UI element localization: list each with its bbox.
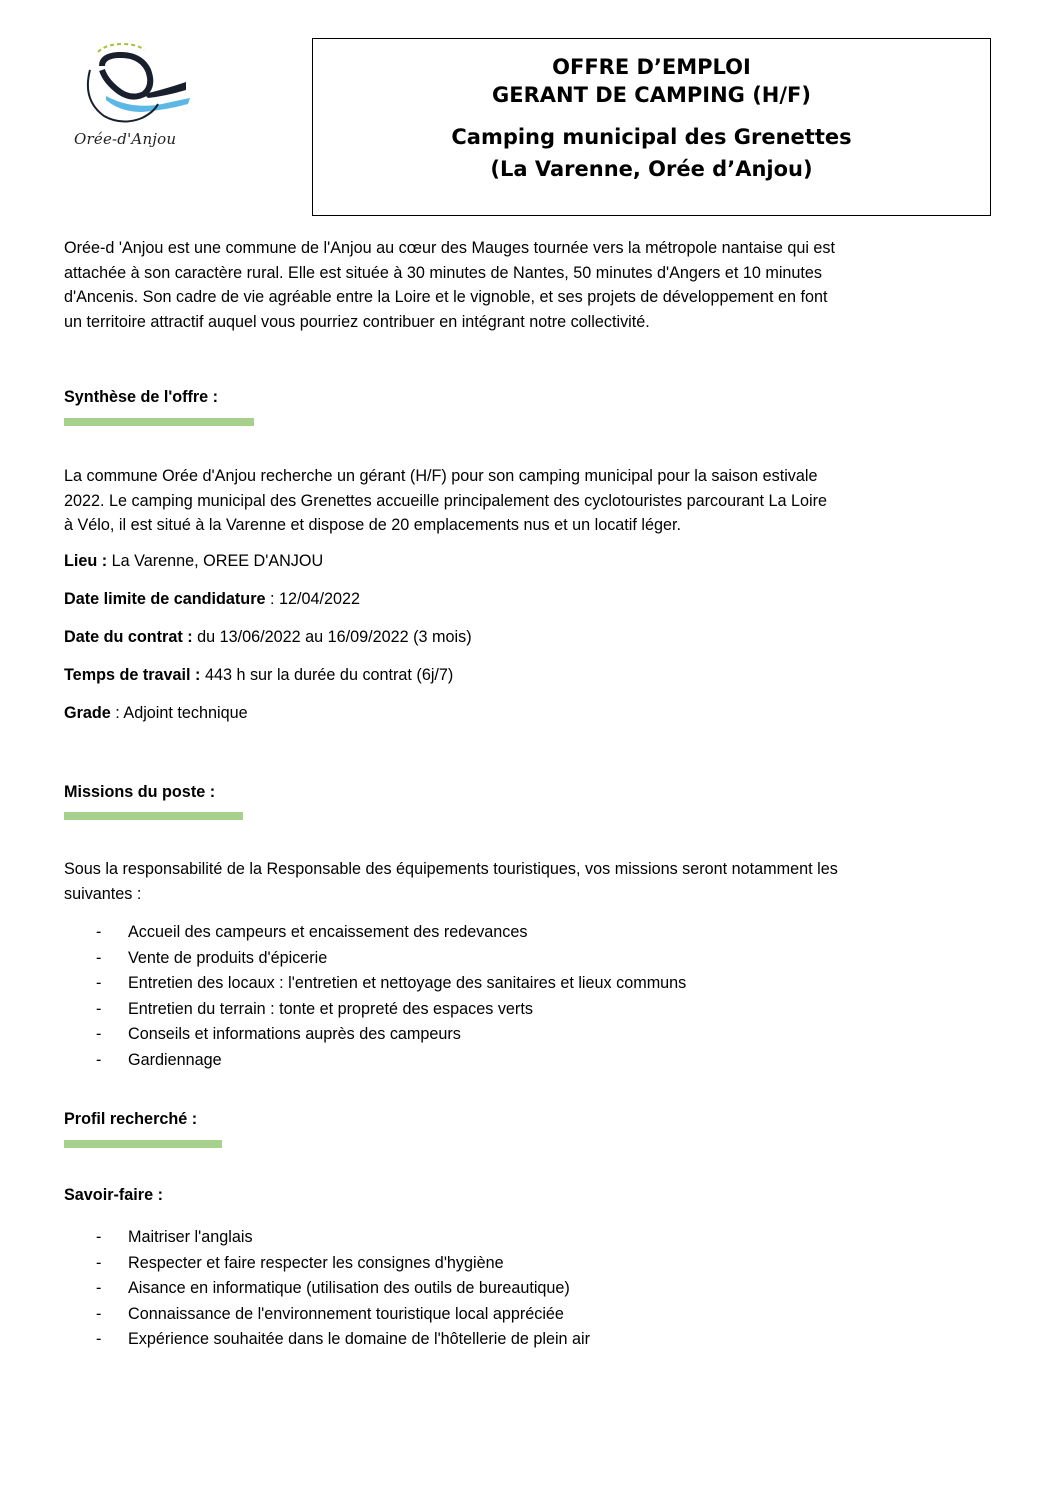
list-item: [96, 1225, 590, 1251]
list-item-text: Accueil des campeurs et encaissement des redevances: [128, 923, 528, 941]
list-item-text: Entretien du terrain : tonte et propreté des espaces verts: [128, 999, 533, 1018]
list-item-text: Respecter et faire respecter les consignes d'hygiène: [128, 1253, 504, 1272]
intro-line: un territoire attractif auquel vous pourriez contribuer en intégrant notre collectivité.: [64, 312, 650, 331]
list-item: [96, 920, 686, 946]
list-item: [96, 997, 686, 1023]
bullet-dash-icon: -: [96, 1279, 102, 1297]
intro-line: d'Ancenis. Son cadre de vie agréable entre la Loire et le vignoble, et ses projets de développement en font: [64, 288, 828, 306]
list-item: [96, 971, 686, 997]
list-item-text: Connaissance de l'environnement touristique local appréciée: [128, 1304, 564, 1323]
bullet-dash-icon: -: [96, 974, 102, 992]
list-item: [96, 1048, 686, 1074]
list-item: [96, 1327, 590, 1353]
missions-line: Sous la responsabilité de la Responsable des équipements touristiques, vos missions seront notamment les: [64, 860, 838, 878]
logo-mark-icon: [62, 30, 202, 135]
synthese-paragraph: [64, 464, 996, 538]
list-item: [96, 1302, 590, 1328]
list-item-text: Expérience souhaitée dans le domaine de l'hôtellerie de plein air: [128, 1330, 591, 1348]
field-label: Date du contrat :: [64, 628, 193, 646]
bullet-dash-icon: -: [96, 1304, 102, 1323]
synthese-line: à Vélo, il est situé à la Varenne et dispose de 20 emplacements nus et un locatif léger.: [64, 516, 681, 534]
bullet-dash-icon: -: [96, 1330, 102, 1348]
missions-paragraph: [64, 857, 996, 906]
synthese-line: La commune Orée d'Anjou recherche un gérant (H/F) pour son camping municipal pour la saison estivale: [64, 467, 818, 485]
bullet-dash-icon: -: [96, 1253, 102, 1272]
missions-list: [96, 920, 686, 1073]
list-item-text: Vente de produits d'épicerie: [128, 948, 328, 967]
intro-line: attachée à son caractère rural. Elle est située à 30 minutes de Nantes, 50 minutes d'Angers et 10 minutes: [64, 263, 823, 282]
logo: [62, 30, 202, 160]
section-heading-missions: Missions du poste :: [64, 783, 216, 801]
field-value: du 13/06/2022 au 16/09/2022 (3 mois): [192, 628, 472, 646]
section-heading-profil: Profil recherché :: [64, 1110, 198, 1128]
subtitle-line-2: (La Varenne, Orée d’Anjou): [490, 157, 813, 181]
field-value: : Adjoint technique: [110, 704, 248, 722]
title-line-2: GERANT DE CAMPING (H/F): [492, 83, 811, 107]
field-label: Lieu :: [64, 552, 108, 570]
list-item-text: Conseils et informations auprès des campeurs: [128, 1025, 461, 1043]
intro-line: Orée-d 'Anjou est une commune de l'Anjou au cœur des Mauges tournée vers la métropole nantaise qui est: [64, 239, 836, 257]
field-lieu: [64, 552, 323, 571]
savoir-faire-list: [96, 1225, 590, 1353]
subtitle-line-1: Camping municipal des Grenettes: [451, 125, 852, 149]
bullet-dash-icon: -: [96, 923, 102, 941]
list-item: [96, 1022, 686, 1048]
bullet-dash-icon: -: [96, 948, 102, 967]
bullet-dash-icon: -: [96, 1228, 102, 1246]
field-label: Date limite de candidature: [64, 590, 266, 608]
list-item: [96, 946, 686, 972]
bullet-dash-icon: -: [96, 999, 102, 1018]
title-box: [312, 38, 991, 216]
field-temps-travail: [64, 666, 453, 685]
list-item-text: Aisance en informatique (utilisation des outils de bureautique): [128, 1279, 570, 1297]
list-item: [96, 1276, 590, 1302]
logo-text: Orée-d'Anjou: [74, 130, 177, 148]
list-item-text: Maitriser l'anglais: [128, 1228, 253, 1246]
intro-paragraph: [64, 236, 996, 334]
subheading-savoir-faire: Savoir-faire :: [64, 1186, 163, 1204]
list-item-text: Gardiennage: [128, 1050, 222, 1069]
bullet-dash-icon: -: [96, 1050, 102, 1069]
field-date-limite: [64, 590, 360, 609]
list-item-text: Entretien des locaux : l'entretien et nettoyage des sanitaires et lieux communs: [128, 974, 687, 992]
field-label: Temps de travail :: [64, 666, 201, 684]
section-underline: [64, 1140, 222, 1148]
field-label: Grade: [64, 704, 111, 722]
synthese-line: 2022. Le camping municipal des Grenettes accueille principalement des cyclotouristes parcourant La Loire: [64, 491, 828, 510]
title-line-1: OFFRE D’EMPLOI: [552, 55, 751, 79]
section-heading-synthese: Synthèse de l'offre :: [64, 388, 219, 406]
field-value: La Varenne, OREE D'ANJOU: [107, 552, 324, 570]
field-grade: [64, 704, 248, 723]
section-underline: [64, 418, 254, 426]
field-date-contrat: [64, 628, 472, 647]
bullet-dash-icon: -: [96, 1025, 102, 1043]
missions-line: suivantes :: [64, 884, 142, 903]
field-value: 443 h sur la durée du contrat (6j/7): [200, 666, 454, 684]
field-value: : 12/04/2022: [265, 590, 361, 608]
list-item: [96, 1251, 590, 1277]
section-underline: [64, 812, 243, 820]
